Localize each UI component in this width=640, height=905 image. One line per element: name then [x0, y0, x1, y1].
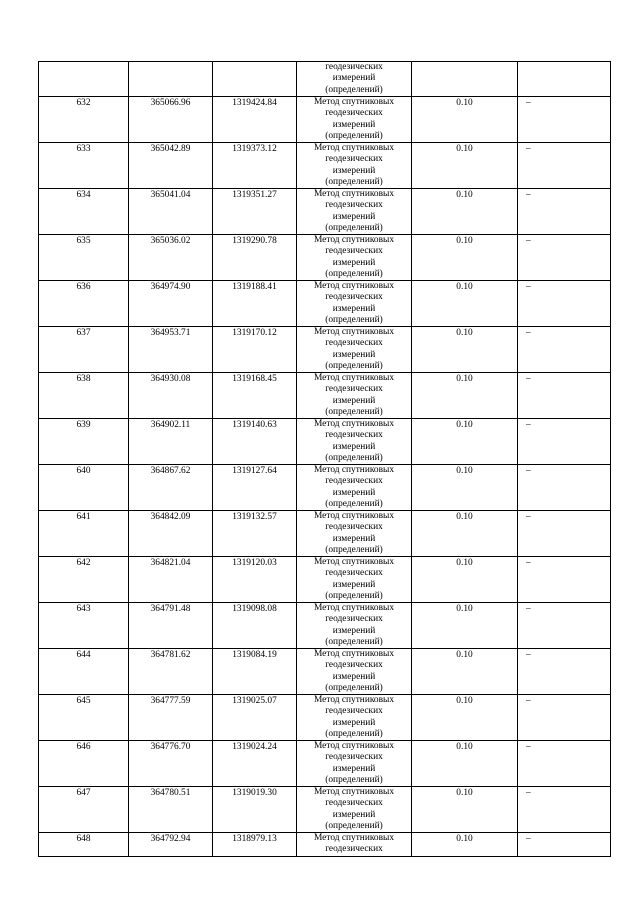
point-number-cell: 635	[39, 235, 129, 281]
method-line: измерений	[332, 303, 376, 314]
x-coordinate-cell: 365066.96	[129, 97, 213, 143]
y-coordinate-cell: 1319084.19	[213, 649, 297, 695]
table-row	[39, 511, 611, 557]
accuracy-cell: 0.10	[412, 327, 518, 373]
method-line: Метод спутниковых	[313, 189, 395, 199]
method-cell	[297, 189, 412, 235]
x-coordinate-cell	[129, 62, 213, 97]
method-line: геодезических	[325, 752, 383, 763]
method-cell	[297, 281, 412, 327]
method-line: геодезических	[325, 706, 383, 717]
method-line: Метод спутниковых	[313, 373, 395, 383]
note-cell: –	[518, 419, 611, 465]
method-line: измерений	[332, 717, 376, 728]
method-line: (определений)	[325, 130, 383, 141]
table-row	[39, 741, 611, 787]
method-cell	[297, 373, 412, 419]
method-line: (определений)	[325, 176, 383, 187]
accuracy-cell: 0.10	[412, 833, 518, 857]
accuracy-cell: 0.10	[412, 787, 518, 833]
method-line: (определений)	[325, 774, 383, 785]
y-coordinate-cell: 1319024.24	[213, 741, 297, 787]
y-coordinate-cell: 1319168.45	[213, 373, 297, 419]
x-coordinate-cell: 364867.62	[129, 465, 213, 511]
note-cell: –	[518, 373, 611, 419]
y-coordinate-cell: 1319025.07	[213, 695, 297, 741]
method-line: Метод спутниковых	[313, 695, 395, 705]
note-cell: –	[518, 143, 611, 189]
accuracy-cell: 0.10	[412, 281, 518, 327]
note-cell: –	[518, 511, 611, 557]
point-number-cell	[39, 62, 129, 97]
method-line: измерений	[332, 809, 376, 820]
table-row	[39, 235, 611, 281]
y-coordinate-cell: 1319098.08	[213, 603, 297, 649]
accuracy-cell: 0.10	[412, 695, 518, 741]
method-line: измерений	[332, 441, 376, 452]
table-row	[39, 557, 611, 603]
method-cell	[297, 97, 412, 143]
method-cell	[297, 695, 412, 741]
note-cell: –	[518, 557, 611, 603]
method-line: измерений	[332, 533, 376, 544]
method-line: (определений)	[325, 820, 383, 831]
method-line: геодезических	[325, 154, 383, 165]
note-cell: –	[518, 189, 611, 235]
y-coordinate-cell: 1319170.12	[213, 327, 297, 373]
note-cell: –	[518, 465, 611, 511]
accuracy-cell: 0.10	[412, 741, 518, 787]
point-number-cell: 644	[39, 649, 129, 695]
table-row	[39, 327, 611, 373]
x-coordinate-cell: 364902.11	[129, 419, 213, 465]
accuracy-cell: 0.10	[412, 557, 518, 603]
y-coordinate-cell: 1319290.78	[213, 235, 297, 281]
accuracy-cell: 0.10	[412, 419, 518, 465]
accuracy-cell: 0.10	[412, 511, 518, 557]
accuracy-cell: 0.10	[412, 373, 518, 419]
y-coordinate-cell: 1319373.12	[213, 143, 297, 189]
table-row	[39, 281, 611, 327]
table-row	[39, 787, 611, 833]
method-line: Метод спутниковых	[313, 143, 395, 153]
method-line: измерений	[332, 73, 376, 84]
method-line: геодезических	[325, 430, 383, 441]
method-cell	[297, 511, 412, 557]
method-line: геодезических	[325, 798, 383, 809]
note-cell: –	[518, 695, 611, 741]
method-line: Метод спутниковых	[313, 465, 395, 475]
table-row	[39, 419, 611, 465]
method-line: (определений)	[325, 314, 383, 325]
x-coordinate-cell: 365042.89	[129, 143, 213, 189]
note-cell	[518, 62, 611, 97]
point-number-cell: 639	[39, 419, 129, 465]
method-line: измерений	[332, 579, 376, 590]
table-row	[39, 695, 611, 741]
method-line: (определений)	[325, 222, 383, 233]
method-line: геодезических	[325, 62, 383, 72]
method-line: Метод спутниковых	[313, 511, 395, 521]
point-number-cell: 645	[39, 695, 129, 741]
note-cell: –	[518, 603, 611, 649]
method-line: геодезических	[325, 522, 383, 533]
table-row	[39, 373, 611, 419]
accuracy-cell	[412, 62, 518, 97]
point-number-cell: 647	[39, 787, 129, 833]
note-cell: –	[518, 833, 611, 857]
method-cell	[297, 419, 412, 465]
method-line: Метод спутниковых	[313, 235, 395, 245]
x-coordinate-cell: 364791.48	[129, 603, 213, 649]
method-line: Метод спутниковых	[313, 419, 395, 429]
y-coordinate-cell	[213, 62, 297, 97]
x-coordinate-cell: 364821.04	[129, 557, 213, 603]
point-number-cell: 641	[39, 511, 129, 557]
method-line: Метод спутниковых	[313, 281, 395, 291]
y-coordinate-cell: 1319188.41	[213, 281, 297, 327]
point-number-cell: 640	[39, 465, 129, 511]
method-cell	[297, 143, 412, 189]
accuracy-cell: 0.10	[412, 97, 518, 143]
point-number-cell: 648	[39, 833, 129, 857]
note-cell: –	[518, 741, 611, 787]
method-line: геодезических	[325, 476, 383, 487]
accuracy-cell: 0.10	[412, 189, 518, 235]
x-coordinate-cell: 365041.04	[129, 189, 213, 235]
method-line: геодезических	[325, 200, 383, 211]
y-coordinate-cell: 1319019.30	[213, 787, 297, 833]
method-line: Метод спутниковых	[313, 833, 395, 843]
method-line: (определений)	[325, 406, 383, 417]
method-cell	[297, 603, 412, 649]
x-coordinate-cell: 364776.70	[129, 741, 213, 787]
method-line: измерений	[332, 119, 376, 130]
y-coordinate-cell: 1319132.57	[213, 511, 297, 557]
method-line: геодезических	[325, 614, 383, 625]
y-coordinate-cell: 1319351.27	[213, 189, 297, 235]
method-line: геодезических	[325, 384, 383, 395]
method-line: Метод спутниковых	[313, 649, 395, 659]
table-row	[39, 97, 611, 143]
method-line: (определений)	[325, 544, 383, 555]
table-row	[39, 649, 611, 695]
method-line: Метод спутниковых	[313, 603, 395, 613]
point-number-cell: 636	[39, 281, 129, 327]
method-line: (определений)	[325, 498, 383, 509]
point-number-cell: 637	[39, 327, 129, 373]
method-line: (определений)	[325, 360, 383, 371]
method-line: (определений)	[325, 84, 383, 95]
method-line: измерений	[332, 395, 376, 406]
method-line: измерений	[332, 671, 376, 682]
method-line: (определений)	[325, 452, 383, 463]
accuracy-cell: 0.10	[412, 465, 518, 511]
method-line: измерений	[332, 487, 376, 498]
method-line: (определений)	[325, 728, 383, 739]
method-line: геодезических	[325, 844, 383, 855]
table-row-cut-off	[39, 833, 611, 857]
method-line: измерений	[332, 763, 376, 774]
x-coordinate-cell: 364781.62	[129, 649, 213, 695]
method-line: измерений	[332, 625, 376, 636]
coordinates-table	[38, 61, 611, 857]
method-cell	[297, 235, 412, 281]
x-coordinate-cell: 364953.71	[129, 327, 213, 373]
method-line: Метод спутниковых	[313, 557, 395, 567]
method-line: геодезических	[325, 246, 383, 257]
point-number-cell: 638	[39, 373, 129, 419]
method-line: Метод спутниковых	[313, 327, 395, 337]
table-row	[39, 465, 611, 511]
y-coordinate-cell: 1319127.64	[213, 465, 297, 511]
method-cell	[297, 787, 412, 833]
method-line: Метод спутниковых	[313, 787, 395, 797]
method-line: (определений)	[325, 268, 383, 279]
note-cell: –	[518, 97, 611, 143]
point-number-cell: 646	[39, 741, 129, 787]
method-cell	[297, 465, 412, 511]
x-coordinate-cell: 364974.90	[129, 281, 213, 327]
method-line: измерений	[332, 257, 376, 268]
method-line: измерений	[332, 211, 376, 222]
x-coordinate-cell: 365036.02	[129, 235, 213, 281]
point-number-cell: 634	[39, 189, 129, 235]
x-coordinate-cell: 364930.08	[129, 373, 213, 419]
method-line: геодезических	[325, 660, 383, 671]
y-coordinate-cell: 1319120.03	[213, 557, 297, 603]
y-coordinate-cell: 1318979.13	[213, 833, 297, 857]
accuracy-cell: 0.10	[412, 235, 518, 281]
method-line: измерений	[332, 349, 376, 360]
method-line: геодезических	[325, 338, 383, 349]
table-row-continued	[39, 62, 611, 97]
method-line: Метод спутниковых	[313, 741, 395, 751]
table-row	[39, 143, 611, 189]
coordinates-table-body	[39, 62, 611, 857]
point-number-cell: 633	[39, 143, 129, 189]
method-line: Метод спутниковых	[313, 97, 395, 107]
method-cell	[297, 741, 412, 787]
x-coordinate-cell: 364777.59	[129, 695, 213, 741]
note-cell: –	[518, 649, 611, 695]
method-cell	[297, 327, 412, 373]
accuracy-cell: 0.10	[412, 603, 518, 649]
accuracy-cell: 0.10	[412, 649, 518, 695]
x-coordinate-cell: 364792.94	[129, 833, 213, 857]
x-coordinate-cell: 364842.09	[129, 511, 213, 557]
method-line: геодезических	[325, 568, 383, 579]
x-coordinate-cell: 364780.51	[129, 787, 213, 833]
method-line: (определений)	[325, 590, 383, 601]
method-line: (определений)	[325, 682, 383, 693]
method-line: измерений	[332, 165, 376, 176]
method-cell	[297, 649, 412, 695]
method-line: геодезических	[325, 108, 383, 119]
method-cell	[297, 62, 412, 97]
note-cell: –	[518, 787, 611, 833]
method-line: геодезических	[325, 292, 383, 303]
method-cell	[297, 833, 412, 857]
table-row	[39, 603, 611, 649]
point-number-cell: 643	[39, 603, 129, 649]
note-cell: –	[518, 235, 611, 281]
point-number-cell: 632	[39, 97, 129, 143]
point-number-cell: 642	[39, 557, 129, 603]
y-coordinate-cell: 1319140.63	[213, 419, 297, 465]
note-cell: –	[518, 281, 611, 327]
note-cell: –	[518, 327, 611, 373]
method-cell	[297, 557, 412, 603]
method-line: (определений)	[325, 636, 383, 647]
table-row	[39, 189, 611, 235]
accuracy-cell: 0.10	[412, 143, 518, 189]
y-coordinate-cell: 1319424.84	[213, 97, 297, 143]
